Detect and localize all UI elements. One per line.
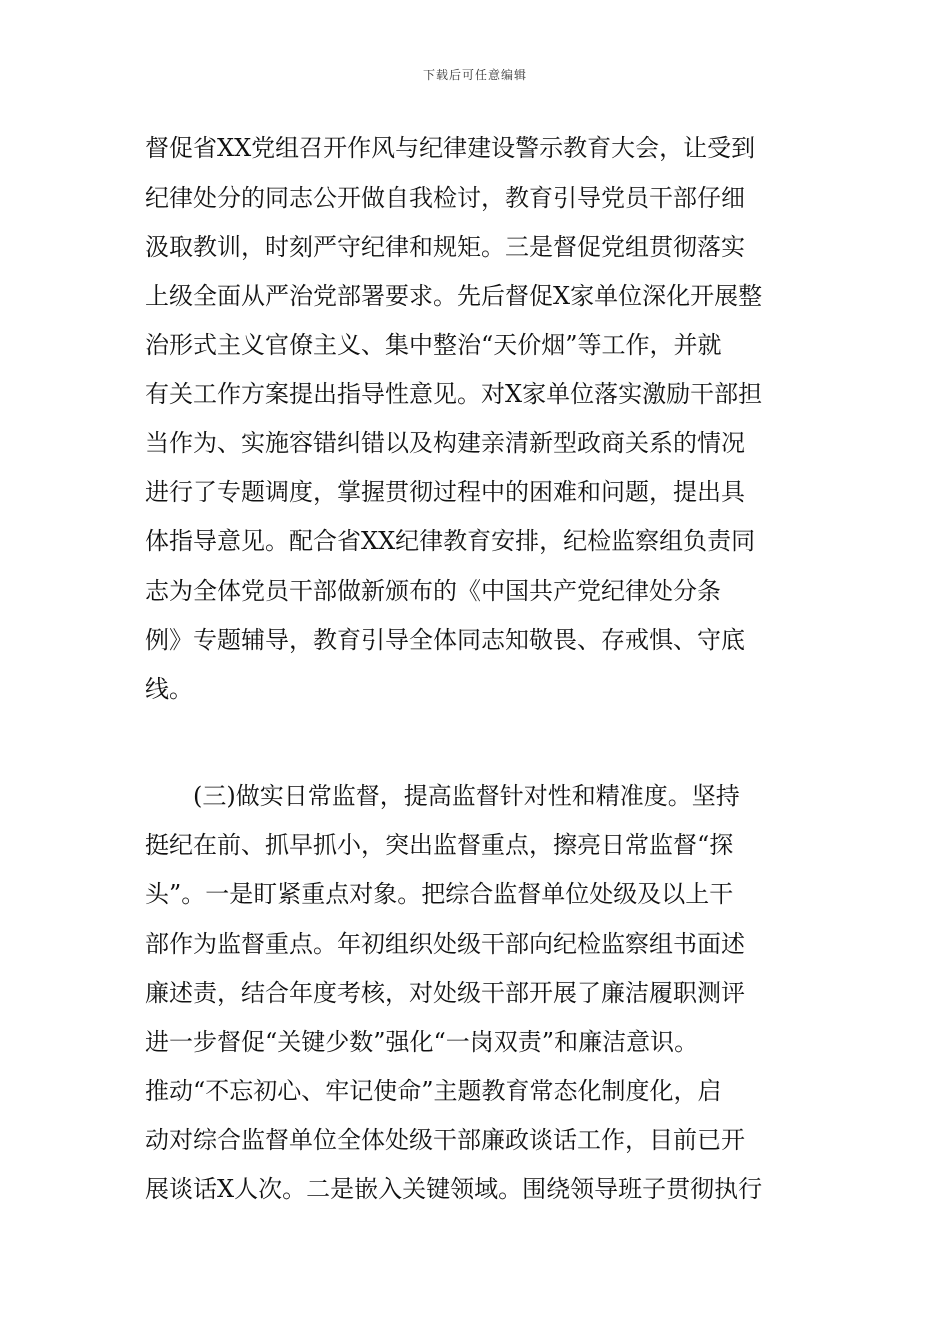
page-header-note: 下载后可任意编辑 (422, 68, 527, 82)
text-line: 例》专题辅导，教育引导全体同志知敬畏、存戒惧、守底 (145, 626, 745, 654)
text-line: 部作为监督重点。年初组织处级干部向纪检监察组书面述 (145, 930, 745, 958)
text-line: 廉述责，结合年度考核，对处级干部开展了廉洁履职测评 (145, 979, 745, 1007)
text-line: 志为全体党员干部做新颁布的《中国共产党纪律处分条 (145, 577, 721, 605)
text-line: 汲取教训，时刻严守纪律和规矩。三是督促党组贯彻落实 (145, 233, 745, 261)
text-line: 有关工作方案提出指导性意见。对X家单位落实激励干部担 (145, 380, 763, 408)
text-line: 进行了专题调度，掌握贯彻过程中的困难和问题，提出具 (145, 478, 745, 506)
text-line: 展谈话X人次。二是嵌入关键领域。围绕领导班子贯彻执行 (145, 1175, 763, 1203)
text-line: 当作为、实施容错纠错以及构建亲清新型政商关系的情况 (145, 429, 745, 457)
text-line: 督促省XX党组召开作风与纪律建设警示教育大会，让受到 (145, 134, 756, 162)
text-line: 治形式主义官僚主义、集中整治“天价烟”等工作，并就 (145, 331, 722, 359)
text-line: 进一步督促“关键少数”强化“一岗双责”和廉洁意识。 (145, 1028, 699, 1056)
text-line: 体指导意见。配合省XX纪律教育安排，纪检监察组负责同 (145, 527, 756, 555)
text-line: 头”。一是盯紧重点对象。把综合监督单位处级及以上干 (145, 880, 734, 908)
text-line: 线。 (145, 675, 193, 703)
text-line: 推动“不忘初心、牢记使命”主题教育常态化制度化，启 (145, 1077, 722, 1105)
text-line: 动对综合监督单位全体处级干部廉政谈话工作，目前已开 (145, 1126, 745, 1154)
text-line: 上级全面从严治党部署要求。先后督促X家单位深化开展整 (145, 282, 763, 310)
section-heading-line: (三)做实日常监督，提高监督针对性和精准度。坚持 (193, 782, 740, 810)
text-line: 挺纪在前、抓早抓小，突出监督重点，擦亮日常监督“探 (145, 831, 734, 859)
text-line: 纪律处分的同志公开做自我检讨，教育引导党员干部仔细 (145, 184, 745, 212)
